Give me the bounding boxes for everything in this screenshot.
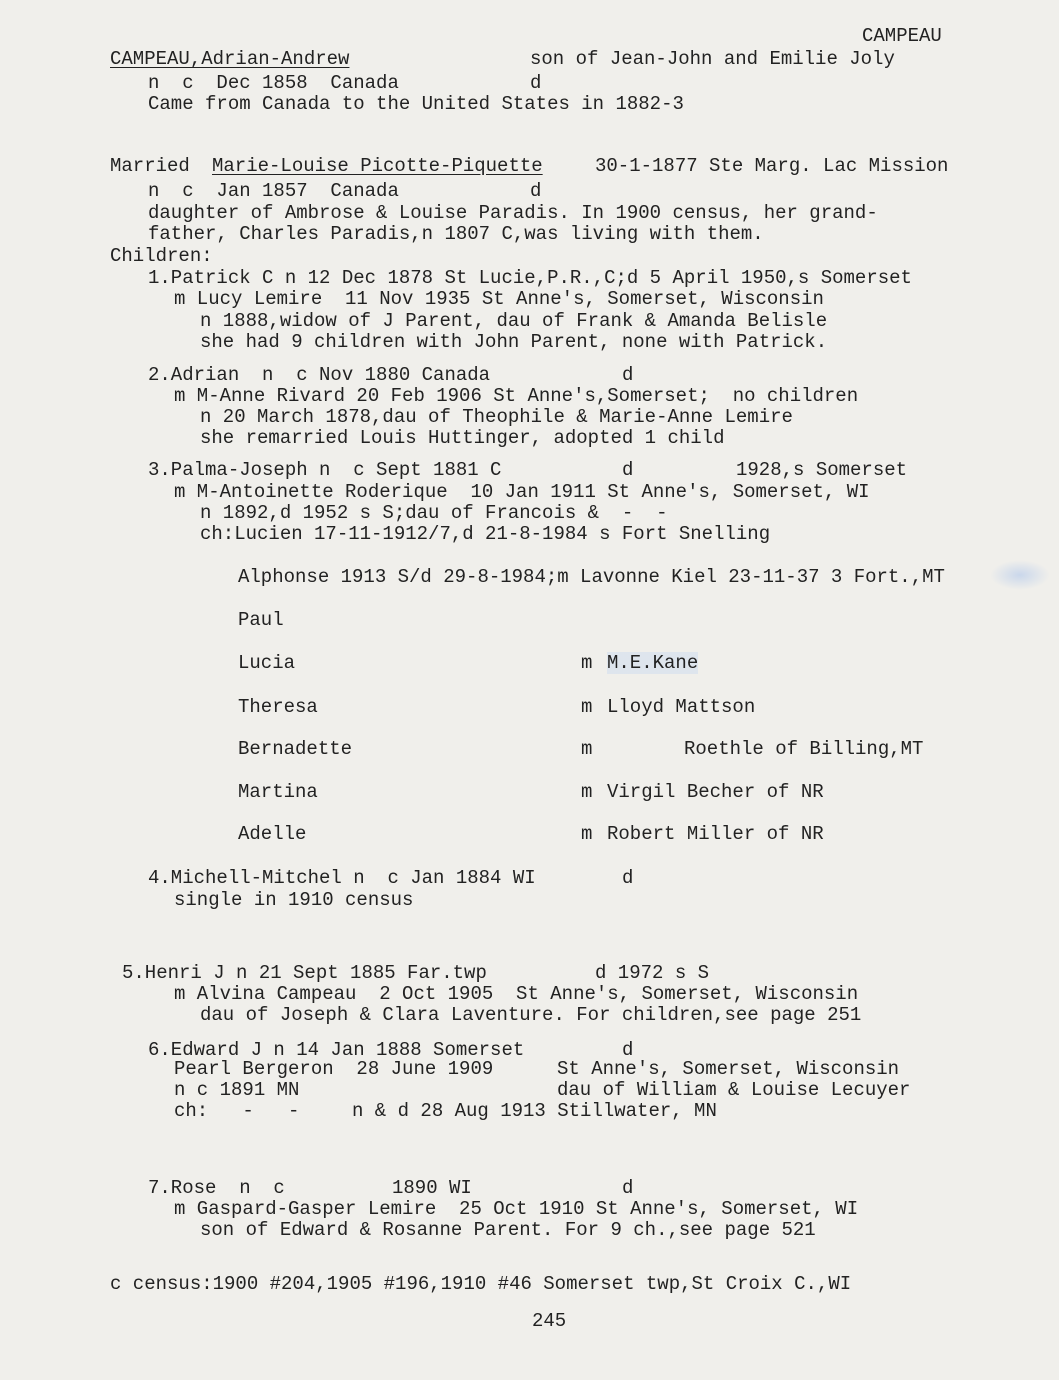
grandchild-married: m [581,781,593,803]
child6-death: d [622,1039,634,1061]
child6-spouse-birth: n c 1891 MN [174,1079,300,1101]
spouse-death: d [530,180,542,202]
child6-children: ch: - - [174,1100,300,1122]
grandchild-name: Bernadette [238,738,353,760]
grandchild-name: Lucia [238,652,296,674]
grandchild-name: Adelle [238,823,307,845]
child2-death: d [622,364,634,386]
child2-line1: 2.Adrian n c Nov 1880 Canada [148,364,491,386]
child6-children-detail: n & d 28 Aug 1913 Stillwater, MN [352,1100,717,1122]
child3-death-year: 1928,s Somerset [736,459,908,481]
child6-spouse-parents: dau of William & Louise Lecuyer [557,1079,911,1101]
marriage-spouse: Marie-Louise Picotte-Piquette [212,155,543,177]
child5-death: d 1972 s S [595,962,710,984]
child1-line1: 1.Patrick C n 12 Dec 1878 St Lucie,P.R.,C;d 5 April 1950,s Somerset [148,267,912,289]
subject-name: CAMPEAU,Adrian-Andrew [110,48,350,70]
child7-death: d [622,1177,634,1199]
subject-birth: n c Dec 1858 Canada [148,72,399,94]
children-heading: Children: [110,245,213,267]
grandchild-married: m [581,823,593,845]
child5-line2: m Alvina Campeau 2 Oct 1905 St Anne's, Somerset, Wisconsin [174,983,859,1005]
subject-immigration: Came from Canada to the United States in 1882-3 [148,93,684,115]
subject-death: d [530,72,542,94]
grandchild-spouse: Roethle of Billing,MT [684,738,924,760]
child2-line4: she remarried Louis Huttinger, adopted 1 child [200,427,725,449]
child4-line1: 4.Michell-Mitchel n c Jan 1884 WI [148,867,536,889]
grandchild-name: Martina [238,781,318,803]
child4-death: d [622,867,634,889]
grandchild-spouse: Virgil Becher of NR [607,781,824,803]
child1-line3: n 1888,widow of J Parent, dau of Frank & Amanda Belisle [200,310,828,332]
marriage-prefix: Married [110,155,190,177]
child7-birth-year: 1890 WI [392,1177,472,1199]
child1-line2: m Lucy Lemire 11 Nov 1935 St Anne's, Somerset, Wisconsin [174,288,824,310]
child7-line3: son of Edward & Rosanne Parent. For 9 ch.,see page 521 [200,1219,816,1241]
child2-line2: m M-Anne Rivard 20 Feb 1906 St Anne's,Somerset; no children [174,385,859,407]
grandchild-spouse: M.E.Kane [607,652,699,674]
page-header: CAMPEAU [862,25,942,47]
subject-parents: son of Jean-John and Emilie Joly [530,48,895,70]
spouse-birth: n c Jan 1857 Canada [148,180,399,202]
spouse-parents-line1: daughter of Ambrose & Louise Paradis. In 1900 census, her grand- [148,202,878,224]
child2-line3: n 20 March 1878,dau of Theophile & Marie-Anne Lemire [200,406,793,428]
grandchild-spouse: Robert Miller of NR [607,823,824,845]
census-line: c census:1900 #204,1905 #196,1910 #46 Somerset twp,St Croix C.,WI [110,1273,852,1295]
child7-line2: m Gaspard-Gasper Lemire 25 Oct 1910 St Anne's, Somerset, WI [174,1198,859,1220]
spouse-parents-line2: father, Charles Paradis,n 1807 C,was living with them. [148,223,764,245]
child4-line2: single in 1910 census [174,889,414,911]
child3-line4: ch:Lucien 17-11-1912/7,d 21-8-1984 s Fort Snelling [200,523,771,545]
ink-smudge [990,560,1050,590]
marriage-details: 30-1-1877 Ste Marg. Lac Mission [595,155,949,177]
child6-spouse: Pearl Bergeron 28 June 1909 [174,1058,494,1080]
grandchild-name: Theresa [238,696,318,718]
child1-line4: she had 9 children with John Parent, none with Patrick. [200,331,828,353]
grandchild-spouse: Lloyd Mattson [607,696,756,718]
grandchild-paul: Paul [238,609,284,631]
grandchild-alphonse: Alphonse 1913 S/d 29-8-1984;m Lavonne Kiel 23-11-37 3 Fort.,MT [238,566,945,588]
grandchild-married: m [581,696,593,718]
child3-line2: m M-Antoinette Roderique 10 Jan 1911 St Anne's, Somerset, WI [174,481,870,503]
child6-line1: 6.Edward J n 14 Jan 1888 Somerset [148,1039,525,1061]
child3-line1: 3.Palma-Joseph n c Sept 1881 C [148,459,502,481]
grandchild-married: m [581,652,593,674]
page-number: 245 [532,1310,567,1332]
child7-line1: 7.Rose n c [148,1177,285,1199]
child3-death: d [622,459,634,481]
child3-line3: n 1892,d 1952 s S;dau of Francois & - - [200,502,668,524]
grandchild-married: m [581,738,593,760]
child5-line1: 5.Henri J n 21 Sept 1885 Far.twp [122,962,487,984]
child6-marriage-place: St Anne's, Somerset, Wisconsin [557,1058,900,1080]
child5-line3: dau of Joseph & Clara Laventure. For children,see page 251 [200,1004,862,1026]
